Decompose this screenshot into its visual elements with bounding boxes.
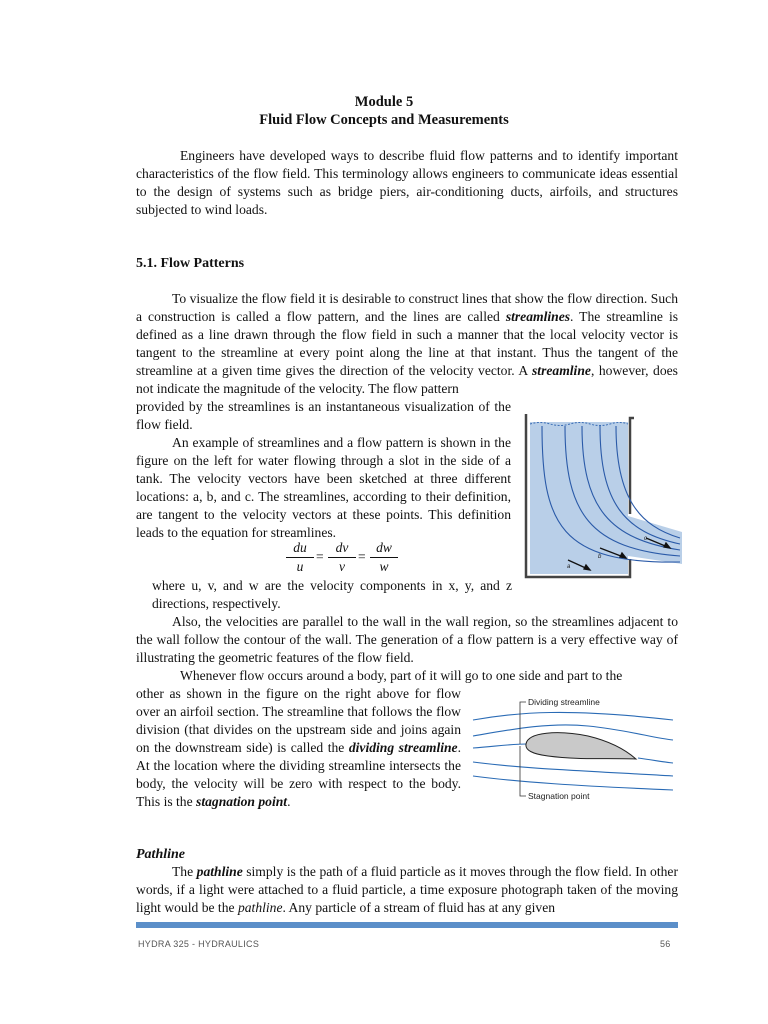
streamline-term: streamline — [532, 363, 591, 378]
pathline-heading: Pathline — [136, 847, 186, 862]
footer-page-number: 56 — [660, 939, 671, 949]
dividing-leader-line — [520, 702, 526, 744]
dividing-streamline-label: Dividing streamline — [528, 697, 600, 707]
label-a: a — [567, 564, 571, 570]
pathline-paragraph: The pathline simply is the path of a fluid particle as it moves through the flow field. In other words, if a light were attached to a fluid particle, a time exposure photograph taken of the moving light would be the pathline. Any particle of a stream of fluid has at any given — [136, 864, 678, 915]
label-b: b — [598, 554, 602, 560]
fraction-dw-w: $\frac{dw}{w}$ — [370, 539, 398, 575]
fraction-du-u: $\frac{du}{u}$ — [286, 539, 314, 575]
intro-paragraph: Engineers have developed ways to describe fluid flow patterns and to identify important characteristics of the flow field. This terminology allows engineers to communicate ideas essential to the design of systems such as bridge piers, air-conditioning ducts, airfoils, and structures subjected to wind loads. — [136, 148, 678, 217]
section-heading: 5.1. Flow Patterns — [136, 256, 245, 271]
wall-region-paragraph: Also, the velocities are parallel to the wall in the wall region, so the streamlines adjacent to the wall follow the contour of the wall. The generation of a flow pattern is a very effective way of illustrating the geometric features of the flow field. — [136, 614, 678, 665]
flow-pattern-paragraph: To visualize the flow field it is desirable to construct lines that show the flow direction. Such a construction is called a flow pattern, and the lines are called streamlines. The streamline is defined as a line drawn through the flow field in such a manner that the local velocity vector is tangent to the streamline at every point along the line at that instant. Thus the tangent of the streamline at a given time gives the direction of the velocity vector. A streamline, however, does not indicate the magnitude of the velocity. The flow pattern — [136, 291, 679, 396]
streamline-example-paragraph: An example of streamlines and a flow pattern is shown in the figure on the left for water flowing through a slot in the side of a tank. The velocity vectors have been sketched at three different locations: a, b, and c. The streamlines, according to their definition, are tangent to the velocity vectors at these points. This definition leads to the equation for streamlines. — [136, 435, 511, 540]
module-number: Module 5 — [354, 94, 414, 110]
streamline-equation: $\frac{du}{u}$ = $\frac{dv}{v}$ = $\frac{dw}{w}$ — [286, 539, 396, 581]
label-c: c — [644, 536, 647, 542]
dividing-streamline-paragraph: other as shown in the figure on the right above for flow over an airfoil section. The streamline that follows the flow division (that divides on the upstream side and joins again on the downstream side) is called the dividing streamline. At the location where the dividing streamline intersects the body, the velocity will be zero with respect to the body. This is the stagnation point. — [136, 686, 461, 809]
fraction-dv-v: $\frac{dv}{v}$ — [328, 539, 356, 575]
module-title: Fluid Flow Concepts and Measurements — [259, 112, 509, 128]
pathline-term-2: pathline — [237, 900, 283, 915]
airfoil-shape — [526, 733, 636, 759]
airfoil-streamline-figure — [468, 690, 678, 810]
tank-streamline-figure — [520, 414, 682, 586]
stagnation-point-label: Stagnation point — [528, 791, 590, 801]
pathline-term: pathline — [196, 864, 243, 879]
footer-rule — [136, 922, 678, 928]
stagnation-leader-line — [520, 746, 526, 796]
dividing-streamline-term: dividing streamline — [348, 740, 458, 755]
velocity-components-text: where u, v, and w are the velocity components in x, y, and z directions, respectively. — [152, 578, 512, 611]
water-region — [530, 422, 682, 574]
footer-course: HYDRA 325 - HYDRAULICS — [138, 939, 260, 949]
flow-pattern-continuation: provided by the streamlines is an instantaneous visualization of the flow field. — [136, 399, 511, 432]
body-flow-lead-line: Whenever flow occurs around a body, part of it will go to one side and part to the — [180, 668, 623, 683]
stagnation-point-term: stagnation point — [196, 794, 288, 809]
streamlines-term: streamlines — [505, 309, 571, 324]
tank-wall-right — [630, 418, 634, 514]
